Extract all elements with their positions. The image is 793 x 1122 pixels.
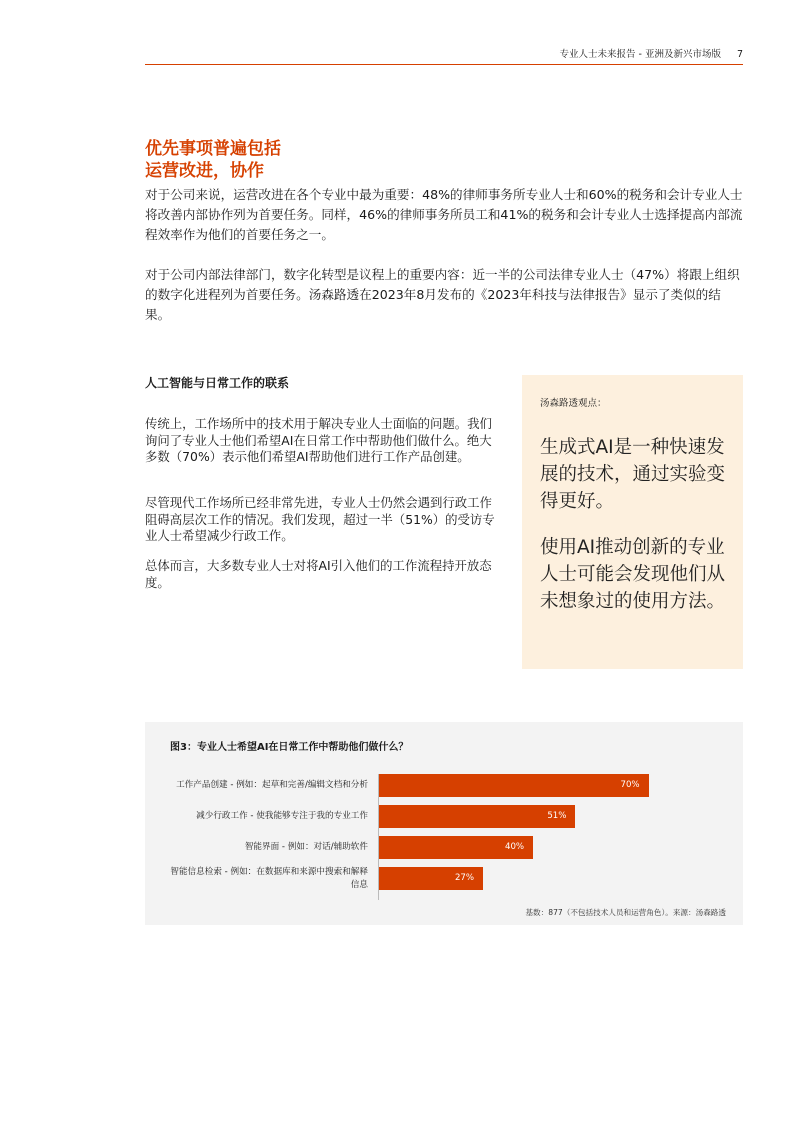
- chart-source-note: 基数：877（不包括技术人员和运营角色）。来源：汤森路透: [525, 908, 726, 917]
- bar-value-label: 70%: [620, 780, 640, 790]
- bar-value-label: 40%: [505, 842, 525, 852]
- callout-label: 汤森路透观点：: [540, 398, 607, 409]
- headline-line-1: 优先事项普遍包括: [145, 139, 281, 159]
- category-label: 减少行政工作 - 使我能够专注于我的专业工作: [196, 811, 368, 821]
- bar: [379, 805, 575, 828]
- headline: [145, 138, 281, 182]
- page-number: 7: [736, 49, 743, 60]
- bar: [379, 774, 649, 797]
- category-label: 智能信息检索 - 例如：在数据库和来源中搜索和解释信息: [170, 866, 368, 890]
- report-title: 专业人士未来报告 - 亚洲及新兴市场版: [559, 49, 721, 60]
- bar-value-label: 51%: [547, 811, 567, 821]
- section-paragraph-3: 总体而言，大多数专业人士对将AI引入他们的工作流程持开放态度。: [145, 558, 492, 590]
- viewpoint-callout: [522, 375, 743, 669]
- section-title: 人工智能与日常工作的联系: [145, 376, 290, 390]
- running-header: [145, 46, 743, 65]
- section-paragraph-2: 尽管现代工作场所已经非常先进，专业人士仍然会遇到行政工作阻碍高层次工作的情况。我们发现，超过一半（51%）的受访专业人士希望减少行政工作。: [145, 495, 495, 543]
- callout-quote-1: 生成式AI是一种快速发展的技术，通过实验变得更好。: [540, 437, 726, 512]
- chart-title: 图3：专业人士希望AI在日常工作中帮助他们做什么？: [170, 742, 409, 753]
- headline-line-2: 运营改进，协作: [145, 161, 264, 181]
- category-label: 工作产品创建 - 例如：起草和完善/编辑文档和分析: [176, 780, 368, 790]
- intro-paragraph-2: 对于公司内部法律部门，数字化转型是议程上的重要内容：近一半的公司法律专业人士（47%）将跟上组织的数字化进程列为首要任务。汤森路透在2023年8月发布的《2023年科技与法律报告》显示了类似的结果。: [145, 267, 740, 322]
- section-paragraph-1: 传统上，工作场所中的技术用于解决专业人士面临的问题。我们询问了专业人士他们希望AI在日常工作中帮助他们做什么。绝大多数（70%）表示他们希望AI帮助他们进行工作产品创建。: [145, 416, 492, 464]
- category-label: 智能界面 - 例如：对话/辅助软件: [244, 842, 368, 852]
- bar-value-label: 27%: [454, 873, 475, 883]
- intro-paragraph-1: 对于公司来说，运营改进在各个专业中最为重要：48%的律师事务所专业人士和60%的税务和会计专业人士将改善内部协作列为首要任务。同样，46%的律师事务所员工和41%的税务和会计专业人士选择提高内部流程效率作为他们的首要任务之一。: [145, 187, 743, 242]
- figure-3-chart: [145, 722, 743, 925]
- callout-quote-2: 使用AI推动创新的专业人士可能会发现他们从未想象过的使用方法。: [540, 537, 726, 612]
